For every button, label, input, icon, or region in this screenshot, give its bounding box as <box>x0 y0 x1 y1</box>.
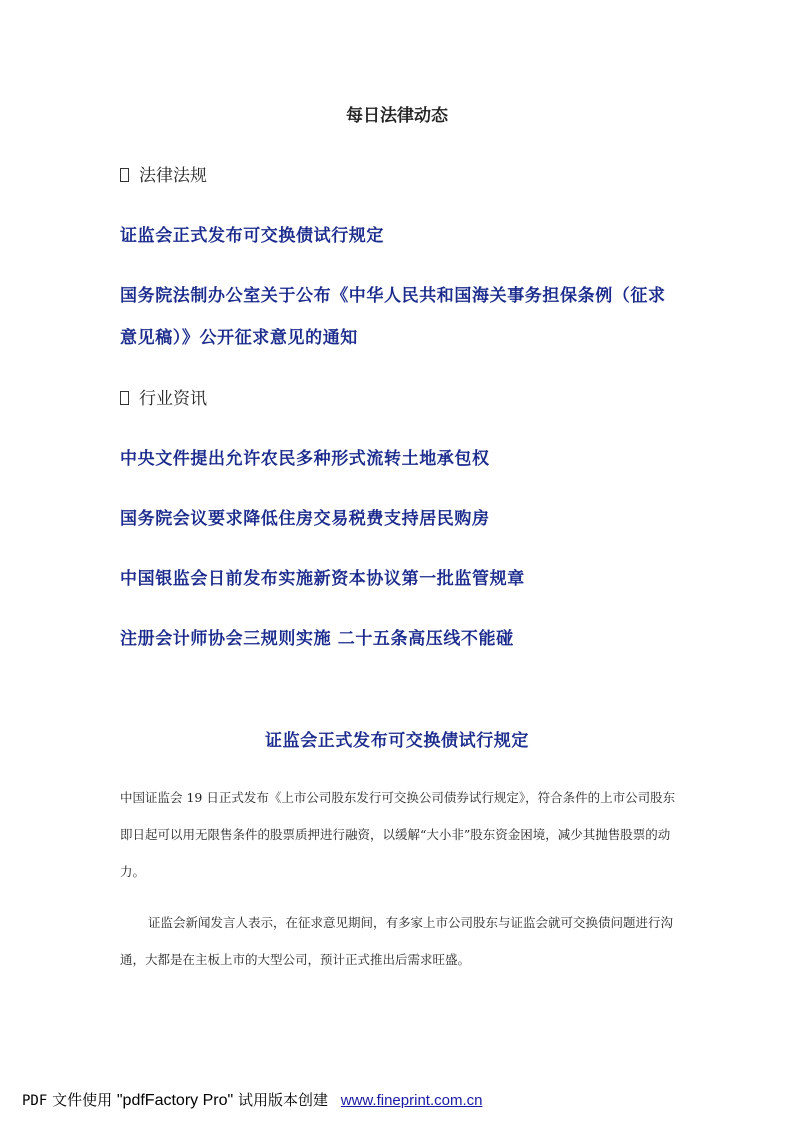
news-link-land-transfer[interactable]: 中央文件提出允许农民多种形式流转土地承包权 <box>120 449 490 469</box>
news-link-cpa-rules[interactable]: 注册会计师协会三规则实施 二十五条高压线不能碰 <box>120 629 514 649</box>
footer-url-link[interactable]: www.fineprint.com.cn <box>340 1092 483 1109</box>
section-heading-label: 法律法规 <box>139 166 207 186</box>
news-link-customs-guarantee[interactable]: 国务院法制办公室关于公布《中华人民共和国海关事务担保条例（征求意见稿）》公开征求意见的通知 <box>120 286 666 348</box>
news-link-housing-tax[interactable]: 国务院会议要求降低住房交易税费支持居民购房 <box>120 509 490 529</box>
footer-pdf-label: PDF <box>22 1093 48 1109</box>
footer-created-with: 文件使用 <box>52 1091 113 1109</box>
box-marker-icon <box>120 391 129 405</box>
news-link-exchangeable-bond[interactable]: 证监会正式发布可交换债试行规定 <box>120 226 384 246</box>
section-heading-label: 行业资讯 <box>139 389 207 409</box>
news-link-banking-capital[interactable]: 中国银监会日前发布实施新资本协议第一批监管规章 <box>120 569 525 589</box>
page-title: 每日法律动态 <box>346 106 448 126</box>
section-heading-laws <box>120 164 207 188</box>
box-marker-icon <box>120 168 129 182</box>
article-paragraph: 证监会新闻发言人表示，在征求意见期间，有多家上市公司股东与证监会就可交换债问题进行沟通，大都是在主板上市的大型公司，预计正式推出后需求旺盛。 <box>120 915 674 967</box>
article-title: 证监会正式发布可交换债试行规定 <box>265 731 529 751</box>
section-heading-industry <box>120 387 207 411</box>
footer-trial: 试用版本创建 <box>237 1091 328 1109</box>
pdf-footer <box>22 1089 482 1112</box>
footer-product: "pdfFactory Pro" <box>116 1092 234 1109</box>
article-paragraph: 中国证监会 19 日正式发布《上市公司股东发行可交换公司债券试行规定》，符合条件的上市公司股东即日起可以用无限售条件的股票质押进行融资，以缓解“大小非”股东资金困境，减少其抛售股票的动力。 <box>120 790 676 879</box>
